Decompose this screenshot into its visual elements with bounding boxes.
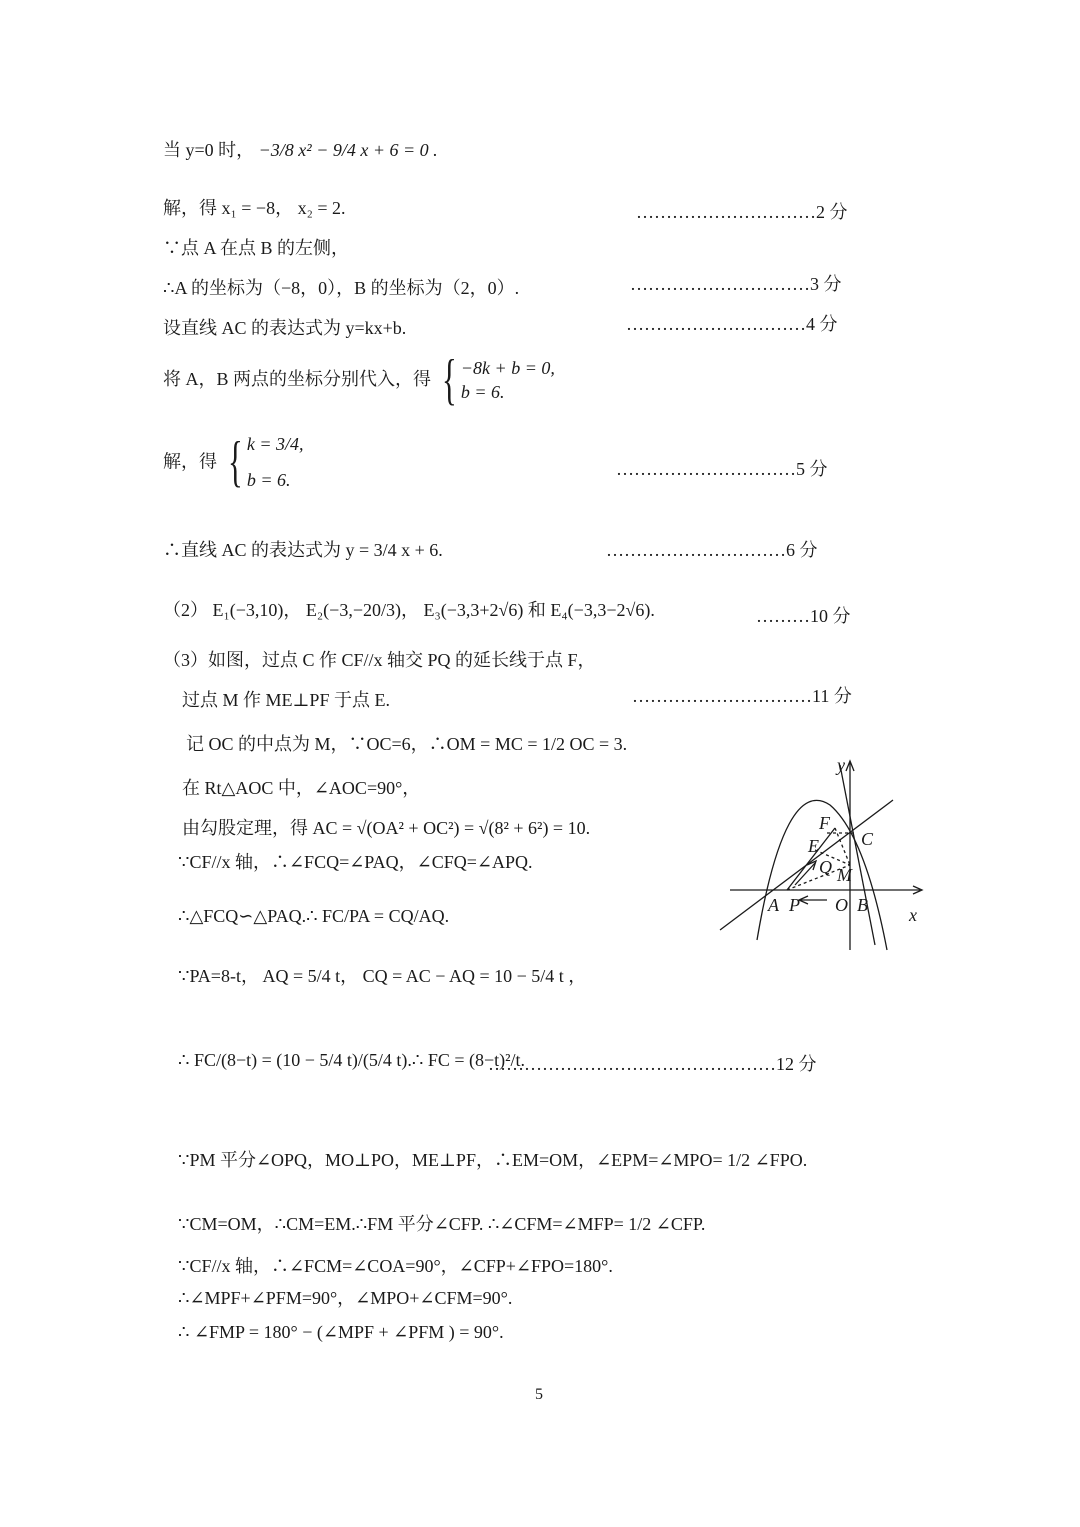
label-f: F: [819, 813, 830, 833]
line-17: ∵PA=8-t， AQ = 5/4 t， CQ = AC − AQ = 10 − 5/4 t ，: [178, 966, 587, 986]
label-y: y: [837, 755, 845, 775]
system: −8k + b = 0, b = 6.: [460, 357, 555, 402]
brace: {: [227, 431, 243, 494]
label-b: B: [857, 895, 868, 915]
line-4: ∴A 的坐标为（−8，0），B 的坐标为（2，0）.: [163, 278, 520, 298]
label-e: E: [808, 836, 819, 856]
line-6: 将 A，B 两点的坐标分别代入，得 { −8k + b = 0, b = 6.: [163, 349, 555, 411]
line-23: ∴ ∠FMP = 180° − (∠MPF + ∠PFM ) = 90°.: [178, 1322, 504, 1342]
line-5: 设直线 AC 的表达式为 y=kx+b.: [163, 318, 407, 338]
system: k = 3/4, b = 6.: [246, 434, 304, 491]
score-2: …………………………2 分: [636, 202, 848, 222]
score-6: …………………………6 分: [606, 540, 818, 560]
geometry-figure: [715, 755, 935, 955]
line-13: 在 Rt△AOC 中，∠AOC=90°，: [182, 778, 421, 798]
line-c: [840, 765, 875, 945]
equation: −3/8 x² − 9/4 x + 6 = 0 .: [258, 140, 438, 160]
label-o: O: [835, 895, 848, 915]
score-10: ………10 分: [756, 606, 851, 626]
label-p: P: [789, 895, 800, 915]
label-m: M: [837, 865, 852, 885]
line-21: ∵CF//x 轴，∴∠FCM=∠COA=90°，∠CFP+∠FPO=180°.: [178, 1256, 613, 1276]
label-x: x: [909, 905, 917, 925]
page-number: 5: [535, 1386, 543, 1403]
line-2: 解，得 x₁ = −8， x₂ = 2.: [163, 198, 346, 218]
label-c: C: [861, 829, 874, 849]
brace: {: [441, 349, 457, 411]
label-q: Q: [819, 857, 832, 877]
line-15: ∵CF//x 轴，∴∠FCQ=∠PAQ，∠CFQ=∠APQ.: [178, 852, 533, 872]
line-7: 解，得 { k = 3/4, b = 6.: [163, 431, 304, 494]
line-1: 当 y=0 时， −3/8 x² − 9/4 x + 6 = 0 .: [163, 140, 438, 160]
score-12: …………………………………………12 分: [488, 1054, 817, 1074]
line-12: 记 OC 的中点为 M，∵OC=6，∴OM = MC = 1/2 OC = 3.: [186, 734, 628, 754]
score-11: …………………………11 分: [632, 686, 852, 706]
line-10: （3）如图，过点 C 作 CF//x 轴交 PQ 的延长线于点 F，: [163, 650, 596, 670]
line-20: ∵CM=OM，∴CM=EM.∴FM 平分∠CFP. ∴∠CFM=∠MFP= 1/2 ∠CFP.: [178, 1214, 706, 1234]
line-14: 由勾股定理，得 AC = √(OA² + OC²) = √(8² + 6²) = 10.: [182, 818, 591, 838]
line-16: ∴△FCQ∽△PAQ.∴ FC/PA = CQ/AQ.: [178, 906, 450, 926]
score-5: …………………………5 分: [616, 459, 828, 479]
line-11: 过点 M 作 ME⊥PF 于点 E.: [182, 690, 390, 710]
line-18: ∴ FC/(8−t) = (10 − 5/4 t)/(5/4 t).∴ FC = (8−t)²/t.: [178, 1050, 526, 1070]
line-19: ∵PM 平分∠OPQ，MO⊥PO，ME⊥PF，∴EM=OM，∠EPM=∠MPO= 1/2 ∠FPO.: [178, 1150, 808, 1170]
score-3: …………………………3 分: [630, 274, 842, 294]
line-3: ∵点 A 在点 B 的左侧，: [163, 238, 350, 258]
label-a: A: [768, 895, 779, 915]
line-22: ∴∠MPF+∠PFM=90°，∠MPO+∠CFM=90°.: [178, 1288, 513, 1308]
score-4: …………………………4 分: [626, 314, 838, 334]
line-9: （2） E₁(−3,10)， E₂(−3,−20/3)， E₃(−3,3+2√6) 和 E₄(−3,3−2√6).: [163, 600, 655, 620]
line-8: ∴直线 AC 的表达式为 y = 3/4 x + 6.: [163, 540, 443, 560]
